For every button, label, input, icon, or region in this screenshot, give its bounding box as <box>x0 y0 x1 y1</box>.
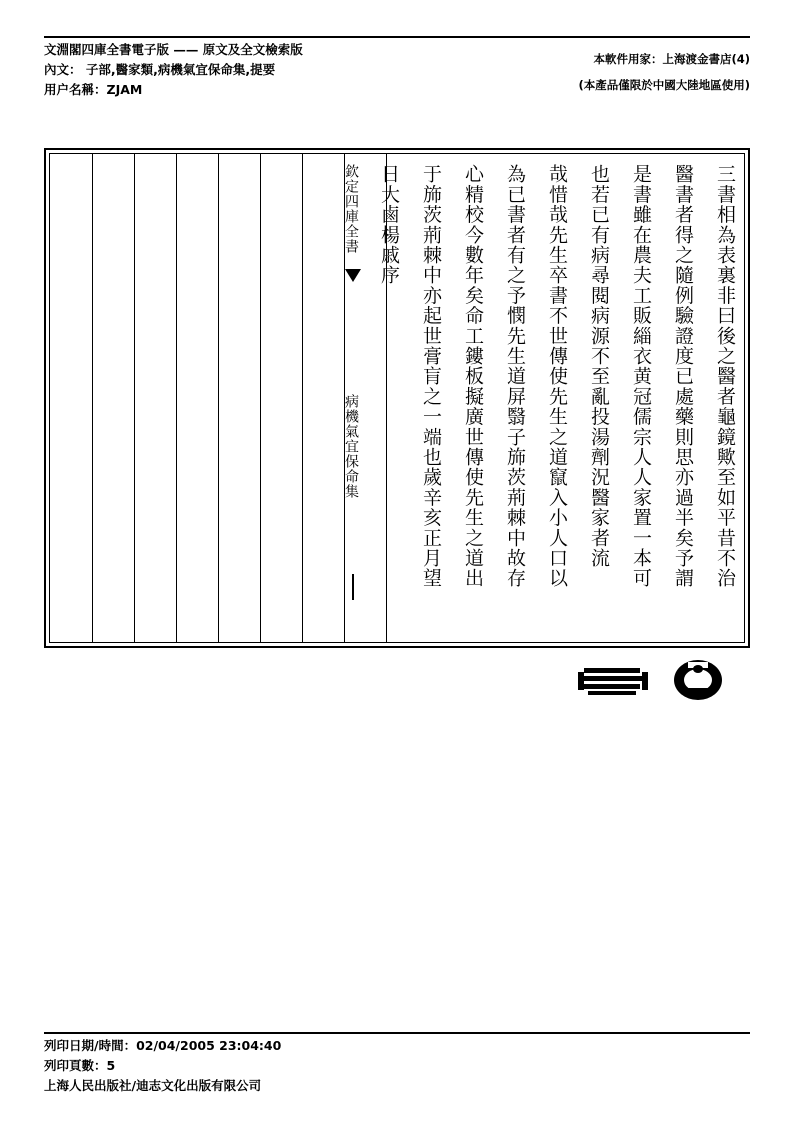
column-rule <box>92 154 93 642</box>
text-column-6: 為已書者有之予憫先生道屏翳子斾茨荊棘中故存 <box>504 164 526 589</box>
header-left-block <box>44 40 303 100</box>
edition-title: 欽定四庫全書 <box>343 164 359 254</box>
seal-group <box>578 658 738 704</box>
header-licensee-line: 本軟件用家：上海渡金書店(4) <box>593 52 750 66</box>
text-column-3: 是書雖在農夫工販緇衣黄冠儒宗人人家置一本可 <box>630 164 652 589</box>
column-rule <box>134 154 135 642</box>
column-rule <box>218 154 219 642</box>
document-footer <box>44 1036 750 1096</box>
header-region-notice-line: (本產品僅限於中國大陸地區使用) <box>578 78 750 92</box>
print-datetime-value: 02/04/2005 23:04:40 <box>136 1038 282 1053</box>
header-divider <box>44 36 750 38</box>
text-column-1: 三書相為表裏非曰後之醫者龜鏡歟至如平昔不治 <box>714 164 736 589</box>
header-right-block <box>578 46 750 98</box>
triangle-marker-icon <box>345 269 361 282</box>
column-rule <box>260 154 261 642</box>
print-datetime-row <box>44 1036 750 1056</box>
work-title: 病機氣宜保命集 <box>343 394 359 499</box>
header-title-line: 文淵閣四庫全書電子版 —— 原文及全文檢索版 <box>44 42 303 57</box>
publisher-line: 上海人民出版社/迪志文化出版有限公司 <box>44 1078 262 1093</box>
text-column-9: 日大鹵楊戚序 <box>378 164 400 286</box>
scanned-page-frame <box>44 148 750 648</box>
header-username-line: 用户名稱：ZJAM <box>44 82 143 97</box>
seal-impressions <box>578 658 738 704</box>
print-datetime-label: 列印日期/時間： <box>44 1038 137 1053</box>
header-content-line: 內文： 子部,醫家類,病機氣宜保命集,提要 <box>44 62 276 77</box>
book-seal-icon <box>578 668 648 695</box>
text-column-5: 哉惜哉先生卒書不世傳使先生之道竄入小人口以 <box>546 164 568 589</box>
scanned-page-inner-border <box>49 153 745 643</box>
text-column-7: 心精校今數年矣命工鏤板擬廣世傳使先生之道出 <box>462 164 484 589</box>
title-underline-mark <box>352 574 354 600</box>
text-column-2: 醫書者得之隨例驗證度已處藥則思亦過半矣予謂 <box>672 164 694 589</box>
text-column-4: 也若已有病尋閱病源不至亂投湯劑況醫家者流 <box>588 164 610 568</box>
column-rule <box>176 154 177 642</box>
footer-divider <box>44 1032 750 1034</box>
page-count-label: 列印頁數： <box>44 1058 107 1073</box>
page-count-row <box>44 1056 750 1076</box>
page-count-value: 5 <box>106 1058 116 1073</box>
round-seal-icon <box>674 660 722 700</box>
text-column-8: 于斾茨荊棘中亦起世膏肓之一端也歲辛亥正月望 <box>420 164 442 589</box>
column-rule <box>302 154 303 642</box>
